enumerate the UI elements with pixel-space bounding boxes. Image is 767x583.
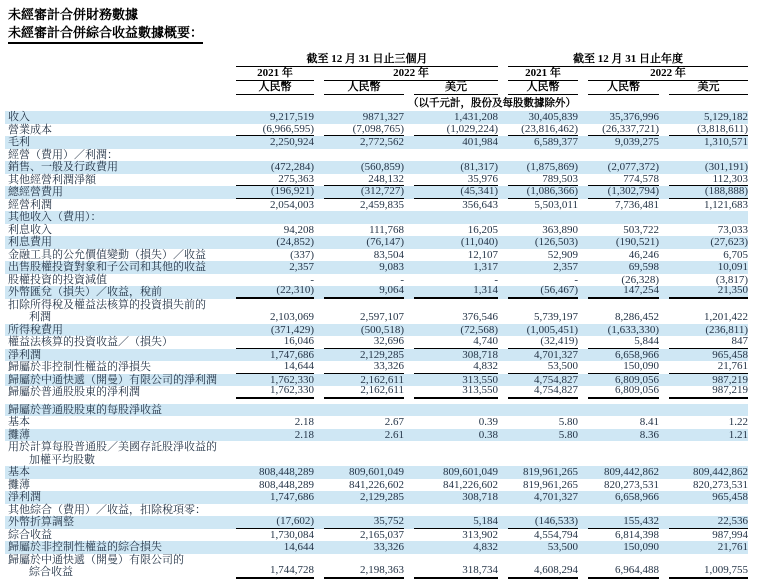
currency-header: 美元 bbox=[414, 81, 498, 95]
cell-value: 1,314 bbox=[414, 284, 498, 299]
cell-value: 150,090 bbox=[623, 541, 659, 553]
cell-value: (1,875,869) bbox=[526, 161, 578, 173]
cell-value: 313,550 bbox=[414, 384, 498, 399]
cell-value: 83,504 bbox=[373, 248, 404, 261]
year-header: 2021 年 bbox=[508, 67, 578, 81]
units-note-row bbox=[5, 95, 748, 110]
table-row bbox=[5, 199, 748, 212]
cell-value: 6,589,377 bbox=[534, 136, 578, 148]
titles-block bbox=[5, 6, 751, 44]
cell-value: 1,310,571 bbox=[704, 136, 748, 148]
cell-value: (236,811) bbox=[705, 323, 748, 336]
cell-value: 2,054,003 bbox=[270, 198, 314, 211]
cell-value: 819,961,265 bbox=[523, 466, 578, 478]
cell-value: 2,459,835 bbox=[360, 198, 404, 211]
cell-value: 2,357 bbox=[289, 261, 314, 273]
cell-value: 33,326 bbox=[324, 360, 404, 374]
table-row bbox=[5, 299, 748, 324]
cell-value: 16,046 bbox=[236, 335, 314, 349]
cell-value: 9,217,519 bbox=[270, 111, 314, 123]
cell-value: 841,226,602 bbox=[349, 478, 404, 491]
table-row bbox=[5, 136, 748, 149]
table-row bbox=[5, 479, 748, 492]
row-label: 淨利潤 bbox=[8, 491, 41, 503]
cell-value: (301,191) bbox=[704, 161, 748, 173]
row-label: 歸屬於中通快遞（開曼）有限公司的淨利潤 bbox=[8, 373, 217, 386]
table-row bbox=[5, 491, 748, 504]
row-label: 利息收入 bbox=[8, 223, 52, 236]
cell-value: 6,964,488 bbox=[588, 564, 659, 579]
currency-header-row bbox=[5, 81, 748, 95]
cell-value: 4,832 bbox=[414, 360, 498, 374]
cell-value: 841,226,602 bbox=[443, 478, 498, 491]
table-row bbox=[5, 124, 748, 137]
table-row bbox=[5, 149, 748, 162]
cell-value: (24,852) bbox=[276, 236, 314, 248]
cell-value: 1.21 bbox=[728, 428, 748, 441]
row-label: 權益法核算的投資收益／（損失） bbox=[8, 336, 173, 348]
cell-value: 5,129,182 bbox=[704, 111, 748, 123]
page-title: 未經審計合併財務數據 bbox=[8, 7, 139, 22]
cell-value: - bbox=[574, 273, 578, 286]
cell-value: (1,633,330) bbox=[607, 323, 659, 336]
cell-value: (45,341) bbox=[414, 185, 498, 199]
cell-value: (23,816,462) bbox=[508, 123, 578, 137]
cell-value: 6,809,056 bbox=[615, 373, 659, 386]
cell-value: 1.22 bbox=[728, 416, 748, 428]
currency-header: 人民幣 bbox=[508, 81, 578, 95]
cell-value: 4,754,827 bbox=[534, 373, 578, 386]
cell-value: 809,442,862 bbox=[604, 466, 659, 478]
cell-value: 4,554,794 bbox=[534, 528, 578, 541]
row-label: 銷售、一般及行政費用 bbox=[8, 161, 118, 173]
cell-value: 2,597,107 bbox=[360, 311, 404, 323]
cell-value: 847 bbox=[669, 335, 748, 349]
cell-value: (72,568) bbox=[460, 323, 498, 336]
table-row bbox=[5, 211, 748, 224]
table-row bbox=[5, 441, 748, 466]
cell-value: 4,754,827 bbox=[508, 384, 578, 399]
cell-value: 987,219 bbox=[712, 373, 748, 386]
cell-value: 21,761 bbox=[717, 541, 748, 553]
cell-value: 789,503 bbox=[508, 173, 578, 187]
units-note: （以千元計，股份及每股數據除外） bbox=[408, 98, 576, 109]
cell-value: 4,608,294 bbox=[508, 564, 578, 579]
row-label: 其他綜合（費用）／收益，扣除稅項零： bbox=[8, 503, 206, 516]
row-label: 股權投資的投資減值 bbox=[8, 273, 107, 286]
row-label: 其他收入（費用）： bbox=[8, 211, 102, 223]
cell-value: (26,337,721) bbox=[588, 123, 659, 137]
row-label: 利息費用 bbox=[8, 236, 52, 248]
currency-header: 人民幣 bbox=[588, 81, 659, 95]
cell-value: 1,009,755 bbox=[669, 564, 748, 579]
cell-value: 820,273,531 bbox=[693, 478, 748, 491]
cell-value: 2,250,924 bbox=[270, 136, 314, 148]
year-header: 2022 年 bbox=[324, 67, 498, 81]
cell-value: 22,536 bbox=[669, 515, 748, 529]
table-row bbox=[5, 429, 748, 442]
cell-value: (1,029,224) bbox=[414, 123, 498, 137]
cell-value: 2,162,611 bbox=[360, 373, 404, 386]
cell-value: 4,701,327 bbox=[534, 491, 578, 503]
row-label: 攤薄 bbox=[8, 478, 30, 491]
table-row bbox=[5, 466, 748, 479]
row-label: 綜合收益 bbox=[8, 528, 52, 541]
row-label: 歸屬於普通股股東的每股淨收益 bbox=[8, 403, 162, 416]
cell-value: 14,644 bbox=[283, 541, 314, 553]
cell-value: 313,550 bbox=[462, 373, 498, 386]
cell-value: 808,448,289 bbox=[259, 478, 314, 491]
cell-value: 5,844 bbox=[588, 335, 659, 349]
cell-value: 1,121,683 bbox=[704, 198, 748, 211]
row-label: 歸屬於非控制性權益的淨損失 bbox=[8, 361, 151, 373]
cell-value: (7,098,765) bbox=[324, 123, 404, 137]
cell-value: 12,107 bbox=[467, 248, 498, 261]
year-header: 2021 年 bbox=[236, 67, 314, 81]
table-row bbox=[5, 541, 748, 554]
cell-value: 2,357 bbox=[553, 261, 578, 273]
table-row bbox=[5, 224, 748, 237]
cell-value: 35,752 bbox=[324, 515, 404, 529]
cell-value: (196,921) bbox=[236, 185, 314, 199]
cell-value: 2,129,285 bbox=[360, 348, 404, 361]
cell-value: (1,086,366) bbox=[508, 185, 578, 199]
cell-value: 52,909 bbox=[547, 248, 578, 261]
row-label: 基本 bbox=[8, 416, 30, 428]
year-header-row bbox=[5, 67, 748, 81]
cell-value: 2,772,562 bbox=[360, 136, 404, 148]
cell-value: 30,405,839 bbox=[528, 111, 578, 123]
currency-header: 人民幣 bbox=[324, 81, 404, 95]
cell-value: 46,246 bbox=[628, 248, 659, 261]
cell-value: (472,284) bbox=[270, 161, 314, 173]
table-row bbox=[5, 286, 748, 299]
cell-value: 2,129,285 bbox=[360, 491, 404, 503]
cell-value: 987,219 bbox=[669, 384, 748, 399]
cell-value: 2.67 bbox=[384, 416, 404, 428]
cell-value: 363,890 bbox=[542, 223, 578, 236]
cell-value: 376,546 bbox=[462, 311, 498, 323]
cell-value: 0.39 bbox=[478, 416, 498, 428]
cell-value: 94,208 bbox=[283, 223, 314, 236]
cell-value: 1,747,686 bbox=[270, 348, 314, 361]
table-row bbox=[5, 249, 748, 262]
table-row bbox=[5, 261, 748, 274]
row-label: 歸屬於非控制性權益的綜合損失 bbox=[8, 541, 162, 553]
cell-value: 4,832 bbox=[473, 541, 498, 553]
cell-value: 1,317 bbox=[473, 261, 498, 273]
row-label: 攤薄 bbox=[8, 428, 30, 441]
table-row bbox=[5, 404, 748, 417]
section-title: 未經審計合併綜合收益數據概要： bbox=[8, 24, 751, 44]
cell-value: 8.36 bbox=[639, 428, 659, 441]
table-row bbox=[5, 186, 748, 199]
cell-value: 35,976 bbox=[414, 173, 498, 187]
cell-value: (560,859) bbox=[360, 161, 404, 173]
column-group-quarter: 截至 12 月 31 日止三個月 bbox=[236, 53, 498, 67]
cell-value: 4,740 bbox=[414, 335, 498, 349]
cell-value: 965,458 bbox=[712, 491, 748, 503]
cell-value: (11,040) bbox=[460, 236, 498, 248]
cell-value: (500,518) bbox=[360, 323, 404, 336]
cell-value: (27,623) bbox=[710, 236, 748, 248]
cell-value: 774,578 bbox=[588, 173, 659, 187]
cell-value: (1,302,794) bbox=[588, 185, 659, 199]
cell-value: 1,431,208 bbox=[454, 111, 498, 123]
cell-value: - bbox=[400, 273, 404, 286]
cell-value: 53,500 bbox=[508, 360, 578, 374]
cell-value: (3,817) bbox=[715, 273, 748, 286]
cell-value: 9,064 bbox=[324, 284, 404, 299]
row-label: 營業成本 bbox=[8, 123, 52, 136]
cell-value: 1,747,686 bbox=[270, 491, 314, 503]
cell-value: (32,419) bbox=[508, 335, 578, 349]
cell-value: (371,429) bbox=[270, 323, 314, 336]
cell-value: 313,902 bbox=[462, 528, 498, 541]
cell-value: 1,744,728 bbox=[236, 564, 314, 579]
cell-value: 819,961,265 bbox=[523, 478, 578, 491]
cell-value: (6,966,595) bbox=[236, 123, 314, 137]
cell-value: (76,147) bbox=[366, 236, 404, 248]
cell-value: 965,458 bbox=[712, 348, 748, 361]
cell-value: 10,091 bbox=[717, 261, 748, 273]
cell-value: 308,718 bbox=[462, 348, 498, 361]
row-label: 歸屬於普通股股東的淨利潤 bbox=[8, 386, 140, 398]
row-label: 外幣折算調整 bbox=[8, 516, 74, 528]
currency-header: 人民幣 bbox=[236, 81, 314, 95]
cell-value: 2.18 bbox=[294, 416, 314, 428]
cell-value: (126,503) bbox=[534, 236, 578, 248]
cell-value: 112,303 bbox=[669, 173, 748, 187]
cell-value: 809,601,049 bbox=[349, 466, 404, 478]
row-label: 基本 bbox=[8, 466, 30, 478]
cell-value: 111,768 bbox=[369, 223, 404, 236]
cell-value: 2,165,037 bbox=[360, 528, 404, 541]
cell-value: 9,083 bbox=[379, 261, 404, 273]
cell-value: 5,503,011 bbox=[534, 198, 578, 211]
cell-value: 1,201,422 bbox=[704, 311, 748, 323]
cell-value: 147,254 bbox=[588, 284, 659, 299]
cell-value: 6,658,966 bbox=[615, 491, 659, 503]
cell-value: (146,533) bbox=[508, 515, 578, 529]
cell-value: 32,696 bbox=[324, 335, 404, 349]
cell-value: - bbox=[310, 273, 314, 286]
cell-value: 5.80 bbox=[558, 428, 578, 441]
cell-value: 4,701,327 bbox=[534, 348, 578, 361]
cell-value: (17,602) bbox=[236, 515, 314, 529]
row-label: 經營（費用）／利潤： bbox=[8, 148, 118, 161]
cell-value: (3,818,611) bbox=[669, 123, 748, 137]
cell-value: 2,103,069 bbox=[270, 311, 314, 323]
cell-value: (22,310) bbox=[236, 284, 314, 299]
cell-value: (188,888) bbox=[669, 185, 748, 199]
cell-value: 809,442,862 bbox=[693, 466, 748, 478]
cell-value: 1,730,084 bbox=[270, 528, 314, 541]
cell-value: 809,601,049 bbox=[443, 466, 498, 478]
table-row bbox=[5, 236, 748, 249]
cell-value: 14,644 bbox=[236, 360, 314, 374]
column-group-year: 截至 12 月 31 日止年度 bbox=[508, 53, 748, 67]
table-row bbox=[5, 529, 748, 542]
cell-value: 6,814,398 bbox=[615, 528, 659, 541]
cell-value: 35,376,996 bbox=[609, 111, 659, 123]
cell-value: 21,761 bbox=[669, 360, 748, 374]
cell-value: 503,722 bbox=[623, 223, 659, 236]
cell-value: 308,718 bbox=[462, 491, 498, 503]
row-label: 歸屬於中通快遞（開曼）有限公司的 綜合收益 bbox=[8, 553, 184, 578]
table-row bbox=[5, 361, 748, 374]
cell-value: 318,734 bbox=[414, 564, 498, 579]
cell-value: (337) bbox=[290, 248, 314, 261]
cell-value: 150,090 bbox=[588, 360, 659, 374]
cell-value: 5,739,197 bbox=[534, 311, 578, 323]
currency-header: 美元 bbox=[669, 81, 748, 95]
cell-value: (56,467) bbox=[508, 284, 578, 299]
cell-value: 21,350 bbox=[669, 284, 748, 299]
cell-value: (26,328) bbox=[621, 273, 659, 286]
cell-value: 248,132 bbox=[324, 173, 404, 187]
row-label: 其他經營利潤淨額 bbox=[8, 173, 96, 186]
year-header: 2022 年 bbox=[588, 67, 748, 81]
cell-value: (190,521) bbox=[615, 236, 659, 248]
cell-value: (2,077,372) bbox=[607, 161, 659, 173]
cell-value: 356,643 bbox=[462, 198, 498, 211]
row-label: 毛利 bbox=[8, 136, 30, 148]
cell-value: 6,658,966 bbox=[615, 348, 659, 361]
income-statement-table bbox=[5, 53, 748, 579]
cell-value: 820,273,531 bbox=[604, 478, 659, 491]
cell-value: - bbox=[494, 273, 498, 286]
table-row bbox=[5, 554, 748, 579]
cell-value: 808,448,289 bbox=[259, 466, 314, 478]
row-label: 經營利潤 bbox=[8, 198, 52, 211]
cell-value: 33,326 bbox=[373, 541, 404, 553]
cell-value: 2.61 bbox=[384, 428, 404, 441]
cell-value: 1,762,330 bbox=[270, 373, 314, 386]
cell-value: 5,184 bbox=[414, 515, 498, 529]
table-row bbox=[5, 336, 748, 349]
cell-value: 6,705 bbox=[723, 248, 748, 261]
cell-value: (81,317) bbox=[460, 161, 498, 173]
table-row bbox=[5, 386, 748, 399]
cell-value: 8.41 bbox=[639, 416, 659, 428]
cell-value: 1,762,330 bbox=[236, 384, 314, 399]
cell-value: 2,198,363 bbox=[324, 564, 404, 579]
row-label: 金融工具的公允價值變動（損失）／收益 bbox=[8, 248, 206, 261]
row-label: 出售股權投資對象和子公司和其他的收益 bbox=[8, 261, 206, 273]
row-label: 外幣匯兌（損失）／收益，稅前 bbox=[8, 286, 162, 298]
cell-value: 275,363 bbox=[236, 173, 314, 187]
cell-value: (312,727) bbox=[324, 185, 404, 199]
cell-value: 7,736,481 bbox=[615, 198, 659, 211]
cell-value: 8,286,452 bbox=[615, 311, 659, 323]
row-label: 用於計算每股普通股／美國存託股淨收益的 加權平均股數 bbox=[8, 441, 217, 466]
table-row bbox=[5, 416, 748, 429]
cell-value: 6,809,056 bbox=[588, 384, 659, 399]
row-label: 總經營費用 bbox=[8, 186, 63, 198]
cell-value: 53,500 bbox=[547, 541, 578, 553]
cell-value: 9871,327 bbox=[362, 111, 404, 123]
cell-value: 9,039,275 bbox=[615, 136, 659, 148]
row-label: 淨利潤 bbox=[8, 348, 41, 361]
cell-value: 155,432 bbox=[588, 515, 659, 529]
cell-value: 73,033 bbox=[717, 223, 748, 236]
cell-value: 16,205 bbox=[467, 223, 498, 236]
cell-value: 0.38 bbox=[478, 428, 498, 441]
row-label: 所得稅費用 bbox=[8, 323, 63, 336]
row-label: 收入 bbox=[8, 111, 30, 123]
table-body bbox=[5, 111, 748, 579]
cell-value: 2,162,611 bbox=[324, 384, 404, 399]
cell-value: 5.80 bbox=[558, 416, 578, 428]
table-row bbox=[5, 516, 748, 529]
cell-value: 69,598 bbox=[628, 261, 659, 273]
cell-value: 401,984 bbox=[462, 136, 498, 148]
cell-value: (1,005,451) bbox=[526, 323, 578, 336]
cell-value: 2.18 bbox=[294, 428, 314, 441]
column-group-row bbox=[5, 53, 748, 67]
cell-value: 987,994 bbox=[712, 528, 748, 541]
row-label: 扣除所得稅及權益法核算的投資損失前的 利潤 bbox=[8, 298, 206, 323]
